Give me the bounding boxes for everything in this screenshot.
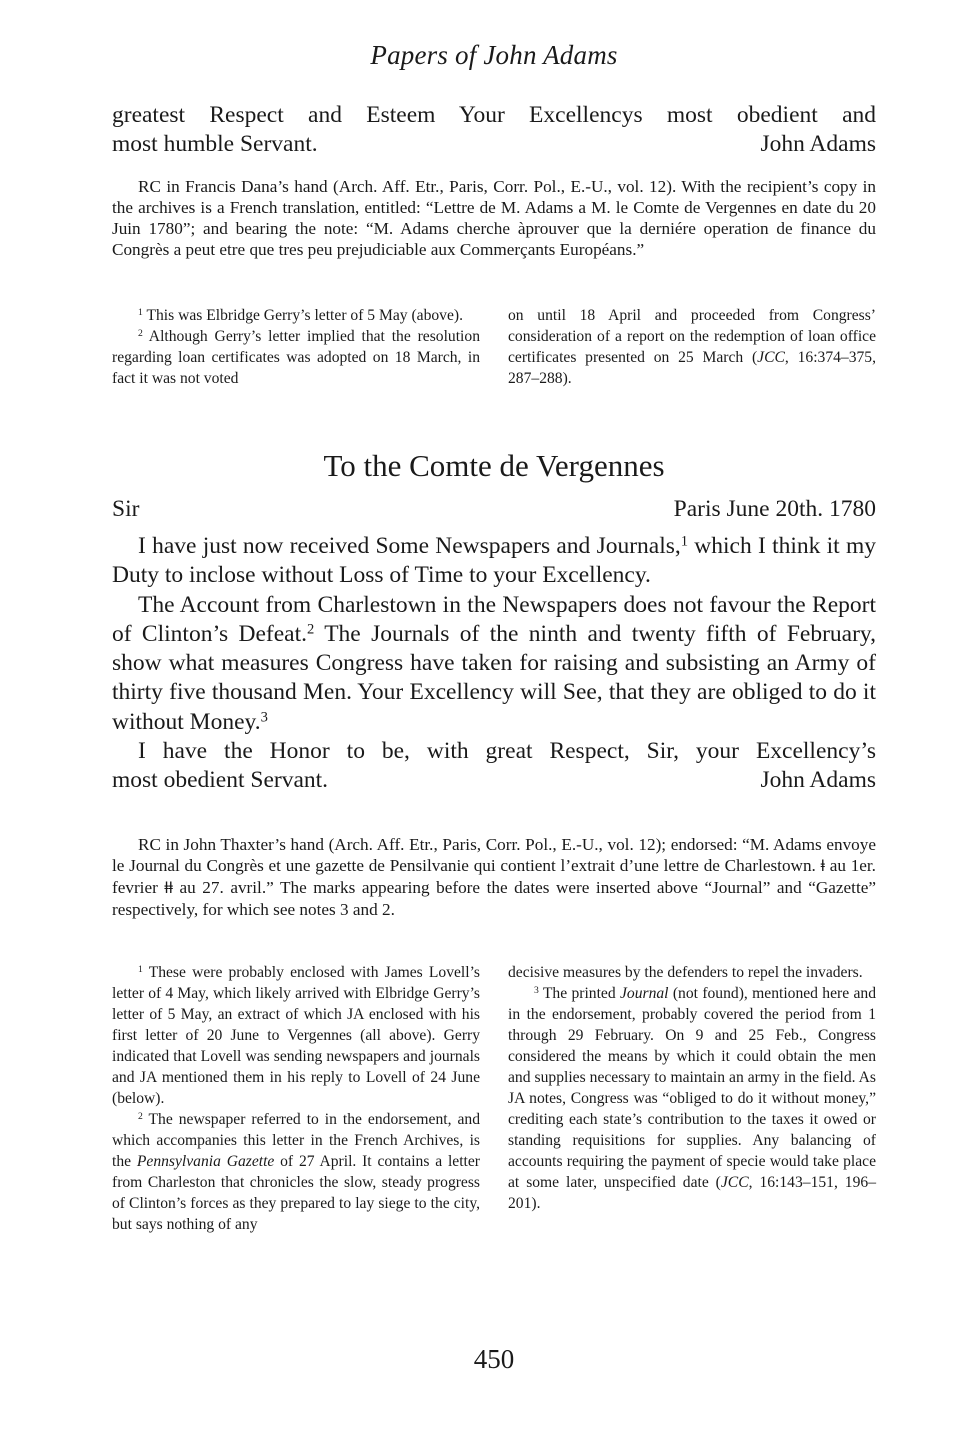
footnote-1 — [112, 962, 480, 1109]
source-note-previous — [112, 176, 876, 260]
note-ref-2[interactable]: 2 — [306, 621, 315, 638]
closing-line-1: greatest Respect and Esteem Your Excellencys most obedient and — [112, 102, 876, 128]
footnote-text: The printed — [538, 985, 620, 1002]
endorsement-mark-double-icon: ⱡⱡ — [164, 879, 173, 897]
paragraph-1 — [112, 532, 876, 591]
signature: John Adams — [760, 767, 876, 794]
paragraph-text: I have the Honor to be, with great Respect, Sir, your Excellency’s — [138, 738, 876, 765]
footnote-2 — [112, 1109, 480, 1235]
note-text: au 27. avril.” The marks appearing before the dates were inserted above “Journal” and “Gazette” respectively, for which see notes 3 and 2. — [112, 878, 876, 919]
paragraph-3 — [112, 737, 876, 766]
footnote-2 — [112, 326, 480, 389]
source-note-text — [112, 834, 876, 920]
footnotes-previous — [112, 305, 876, 389]
paragraph-2 — [112, 591, 876, 737]
footnote-2-continued — [508, 305, 876, 389]
salutation: Sir — [112, 496, 140, 522]
source-note-document — [112, 834, 876, 920]
document-title: To the Comte de Vergennes — [323, 448, 665, 483]
footnote-column-left — [112, 305, 480, 389]
paragraph-text: which I think it my Duty to inclose without Loss of Time to your Excellency. — [112, 533, 876, 589]
page-number: 450 — [473, 1344, 515, 1374]
footnote-3 — [508, 983, 876, 1214]
footnote-column-left — [112, 962, 480, 1235]
previous-letter-closing — [112, 101, 876, 159]
source-note-text: RC in Francis Dana’s hand (Arch. Aff. Etr., Paris, Corr. Pol., E.-U., vol. 12). With the recipient’s copy in the archives is a French translation, entitled: “Lettre de M. Adams a M. le Comte de Vergennes en date du 20 Juin 1780”; and bearing the note: “M. Adams cherche àprouver que la derniére operation de finance du Congrès a peut etre que tres peu prejudiciable aux Commerçants Européans.” — [112, 177, 876, 259]
closing-line-2 — [112, 130, 876, 159]
footnote-marker: 1 — [138, 307, 143, 319]
paragraph-text: The Account from Charlestown in the Newspapers does not favour the Report of Clinton’s Defeat. — [112, 591, 876, 647]
footnote-marker: 2 — [138, 1111, 143, 1123]
endorsement-mark-single-icon: ⱡ — [820, 857, 825, 875]
citation-text: , 16:374–375, 287–288). — [508, 349, 876, 387]
citation-italic: JCC — [757, 349, 785, 366]
note-text: au 1er. fevrier — [112, 856, 876, 897]
signoff-line — [112, 766, 876, 795]
paragraph-text: The Journals of the ninth and twenty fifth of February, show what measures Congress have taken for raising and subsisting an Army of thirty five thousand Men. Your Excellency will See, that they are obliged to do it without Money. — [112, 620, 876, 735]
footnote-text: These were probably enclosed with James Lovell’s letter of 4 May, which likely arrived with Elbridge Gerry’s letter of 5 May, an extract of which JA enclosed with his first letter of 20 June to Vergennes (all above). Gerry indicated that Lovell was sending newspapers and journals and JA mentioned them in his reply to Lovell of 24 June (below). — [112, 964, 480, 1107]
newspaper-title-italic: Pennsylvania Gazette — [136, 1153, 275, 1170]
footnote-text: Although Gerry’s letter implied that the resolution regarding loan certificates was adopted on 18 March, in fact it was not voted — [112, 328, 480, 387]
note-ref-1[interactable]: 1 — [680, 533, 689, 550]
footnote-column-right — [508, 305, 876, 389]
footnote-2-continued: decisive measures by the defenders to repel the invaders. — [508, 964, 863, 981]
journal-title-italic: Journal — [620, 985, 669, 1002]
note-text: RC in John Thaxter’s hand (Arch. Aff. Etr., Paris, Corr. Pol., E.-U., vol. 12); endorsed: “M. Adams envoye le Journal du Congrès et une gazette de Pensilvanie qui contient l’extrait d’une lettre de Charlestown. — [112, 835, 876, 875]
closing-text: most obedient Servant. — [112, 767, 329, 794]
signature: John Adams — [760, 131, 876, 157]
footnote-marker: 1 — [138, 964, 143, 976]
footnote-text: The newspaper referred to in the endorsement, and which accompanies this letter in the French Archives, is the — [112, 1111, 480, 1170]
footnote-text: This was Elbridge Gerry’s letter of 5 May (above). — [142, 307, 463, 324]
footnote-column-right — [508, 962, 876, 1235]
citation-text: , 16:143–151, 196–201). — [508, 1174, 876, 1212]
note-ref-3[interactable]: 3 — [260, 709, 268, 726]
dateline: Paris June 20th. 1780 — [673, 496, 876, 522]
footnote-marker: 3 — [534, 985, 539, 997]
footnote-text: of 27 April. It contains a letter from Charleston that chronicles the slow, steady progress of Clinton’s forces as they prepared to lay siege to the city, but says nothing of any — [112, 1153, 480, 1233]
citation-italic: JCC — [720, 1174, 749, 1191]
footnote-text: on until 18 April and proceeded from Congress’ consideration of a report on the redemption of loan office certificates presented on 25 March ( — [508, 307, 876, 366]
salutation-line — [112, 495, 876, 524]
running-head: Papers of John Adams — [370, 40, 618, 70]
letter-body — [112, 532, 876, 795]
footnote-1 — [112, 305, 480, 326]
closing-text: most humble Servant. — [112, 131, 318, 157]
footnote-marker: 2 — [138, 328, 143, 340]
footnote-text: (not found), mentioned here and in the endorsement, probably covered the period from 1 through 29 February. On 9 and 25 Feb., Congress considered the means by which it could obtain the men and supplies necessary to maintain an army in the field. As JA notes, Congress was “obliged to do it without money,” crediting each state’s contribution to the taxes it owed or standing requisitions for supplies. Any balancing of accounts requiring the payment of specie would take place at some later, unspecified date ( — [508, 985, 876, 1191]
paragraph-text: I have just now received Some Newspapers and Journals, — [138, 533, 681, 559]
footnotes-document — [112, 962, 876, 1235]
